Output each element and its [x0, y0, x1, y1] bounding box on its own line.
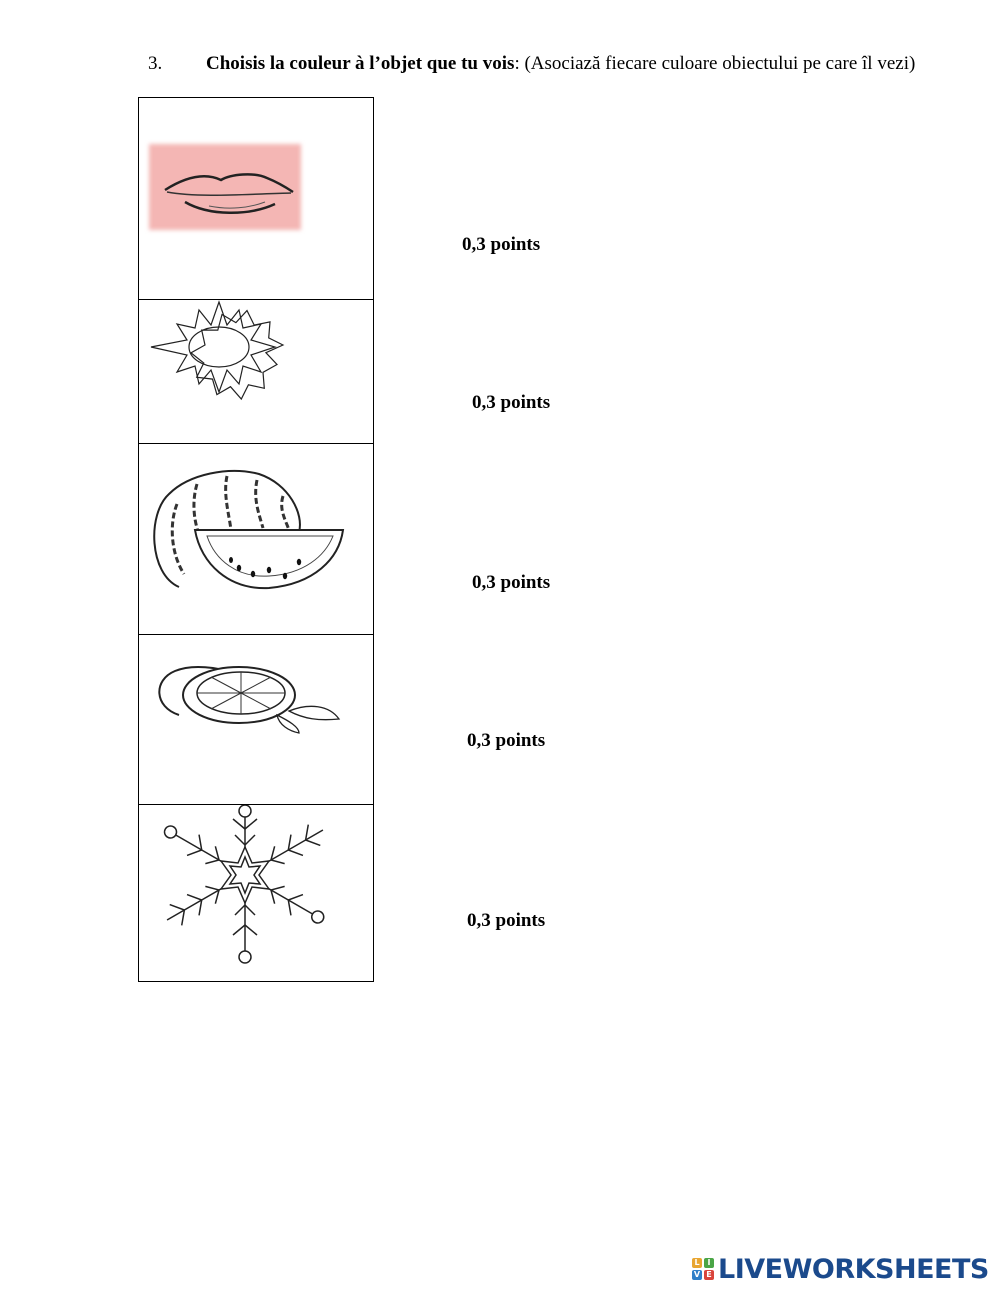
snowflake-icon	[139, 805, 373, 979]
logo-mark-icon: L I V E	[692, 1258, 714, 1280]
watermelon-icon	[139, 444, 373, 633]
picture-cell-lips	[139, 98, 373, 300]
picture-table	[138, 97, 374, 982]
picture-cell-sun	[139, 300, 373, 444]
points-label-3: 0,3 points	[472, 572, 551, 593]
picture-cell-snowflake	[139, 805, 373, 981]
picture-cell-orange	[139, 635, 373, 805]
instruction	[148, 52, 988, 76]
points-label-5: 0,3 points	[467, 910, 546, 931]
orange-icon	[139, 635, 373, 803]
picture-cell-watermelon	[139, 444, 373, 635]
sun-icon	[139, 300, 373, 442]
instruction-translation: : (Asociază fiecare culoare obiectului pe care îl vezi)	[514, 53, 916, 74]
liveworksheets-logo[interactable]	[692, 1254, 989, 1284]
lips-icon	[139, 98, 373, 298]
question-number: 3.	[148, 53, 163, 74]
points-label-4: 0,3 points	[467, 730, 546, 751]
points-label-1: 0,3 points	[462, 234, 541, 255]
instruction-bold: Choisis la couleur à l’objet que tu vois	[206, 53, 515, 74]
points-label-2: 0,3 points	[472, 392, 551, 413]
logo-text: LIVEWORKSHEETS	[718, 1253, 989, 1285]
